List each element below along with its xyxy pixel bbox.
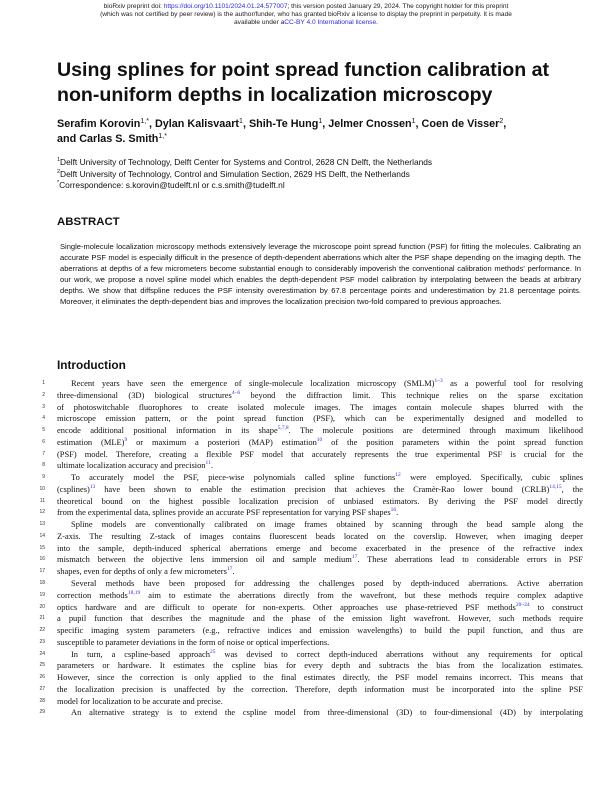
line-number: 10	[39, 485, 45, 492]
affiliation-line	[57, 157, 597, 169]
affiliation-text: Correspondence: s.korovin@tudelft.nl or c.s.smith@tudelft.nl	[59, 180, 285, 190]
text-line	[39, 707, 583, 719]
text-line	[39, 660, 583, 672]
author-affiliation-mark: 1	[318, 118, 323, 125]
line-number: 5	[42, 427, 45, 434]
text-line	[39, 613, 583, 625]
author-affiliation-mark: 1	[411, 118, 416, 125]
line-text: correction methods$^{18,19}$ aim to estimate the aberrations directly from the wavefront, but these methods require complex adaptive	[57, 589, 583, 600]
line-number: 3	[42, 403, 45, 410]
author-name: Serafim Korovin	[57, 118, 141, 130]
line-text: encode additional positional information in its shape$^{5,7,8}$. The molecule positions are determined through maximum likelihood	[57, 425, 584, 436]
banner-line-2: (which was not certified by peer review) is the author/funder, who has granted bioRxiv a license to display the preprint in perpetuity. It is made	[100, 11, 512, 18]
text-line	[42, 401, 583, 414]
text-line	[42, 378, 583, 390]
text-line	[39, 589, 583, 602]
citation-link[interactable]: 18,19	[127, 589, 141, 596]
text-line	[42, 472, 584, 484]
text-line	[39, 483, 584, 496]
abstract-text: Single-molecule localization microscopy methods extensively leverage the microscope point spread function (PSF) for fitting the molecules. Calibrating an accurate PSF model is especially difficult in the presence of depth-dependent aberrations which alter the PSF shape depending on the imaging depth. The aberrations at depths of a few micrometers become substantial enough to considerably impoverish the conventional calibration methods' performance. In our work, we propose a novel spline model which enables the depth-dependent PSF model calibration by interpolating between the beads at arbitrary depths. We show that diffspline reduces the PSF intensity overestimation by 67.8 percentage points and underestimation by 21.8 percentage points. Moreover, it eliminates the depth-dependent bias and improves the localization precision two-fold compared to previous approaches.	[60, 242, 581, 306]
citation-link[interactable]: 25	[209, 648, 216, 655]
line-text: model for localization to be accurate and precise.	[57, 695, 223, 706]
text-line	[42, 460, 583, 472]
author-list: Serafim Korovin$^{1,*}$, Dylan Kalisvaart$^1$, Shih-Te Hung$^1$, Jelmer Cnossen$^1$, Coen de Visser$^2$, and Carlas S. Smith$^{1,*}$	[57, 118, 507, 145]
line-number: 14	[39, 532, 45, 539]
doi-link[interactable]: https://doi.org/10.1101/2024.01.24.577007	[163, 3, 288, 10]
citation-link[interactable]: 16	[390, 507, 397, 514]
line-number: 18	[39, 580, 45, 587]
license-link[interactable]: CC-BY 4.0 International license	[284, 19, 377, 26]
author-affiliation-mark: 1,*	[158, 132, 167, 140]
author-affiliation-mark: 2	[499, 118, 504, 125]
affiliation-text: Delft University of Technology, Delft Center for Systems and Control, 2628 CN Delft, the Netherlands	[60, 157, 433, 167]
line-text: of photoswitchable fluorophores to create isolated molecule images. The images contain molecule shapes blurred with the	[57, 401, 583, 412]
line-number: 1	[42, 380, 45, 386]
line-text: microscope emission pattern, or the point spread function (PSF), which can be experimentally designed and modelled to	[57, 413, 583, 424]
text-line	[39, 683, 583, 696]
line-text: To accurately model the PSF, piece-wise polynomials called spline functions$^{12}$ were employed. Specifically, cubic splines	[71, 472, 584, 483]
line-text: three-dimensional (3D) biological structures$^{4-6}$ beyond the diffraction limit. This technique relies on the sparse excitation	[57, 389, 583, 400]
author-affiliation-mark: 1	[239, 118, 243, 125]
citation-link[interactable]: 14,15	[549, 483, 562, 490]
citation-link[interactable]: 17	[351, 554, 358, 561]
line-number: 23	[39, 638, 45, 645]
line-text: theoretical bound on the highest possible localization precision of unbiased estimators. By deriving the PSF model directly	[57, 495, 583, 506]
line-text: (PSF) model. Therefore, creating a flexible PSF model that accurately represents the true experimental PSF is crucial for the	[57, 448, 583, 459]
banner-line-3: available under aCC-BY 4.0 International license.	[234, 19, 378, 26]
introduction-heading: Introduction	[57, 358, 126, 372]
line-text: into the sample, depth-induced spherical aberrations emerge and become exacerbated in the presence of the refractive index	[57, 542, 583, 553]
line-text: mismatch between the objective lens immersion oil and sample medium$^{17}$. These aberrations lead to considerable errors in PSF	[57, 554, 583, 565]
text-line	[39, 530, 583, 543]
line-text: from the experimental data, splines provide an accurate PSF representation for varying PSF shapes$^{16}$.	[57, 507, 399, 518]
line-text: specific imaging system parameters (e.g., refractive indices and emission wavelengths) to build the pupil function, and thus are	[57, 625, 583, 636]
line-text: a pupil function that describes the magnitude and the phase of the emission light wavefront. However, such methods require	[57, 613, 583, 624]
citation-link[interactable]: 10	[316, 436, 323, 443]
line-number: 21	[39, 615, 45, 622]
line-number: 15	[39, 544, 45, 551]
line-number: 8	[42, 462, 45, 469]
line-text: In turn, a cspline-based approach$^{25}$ was devised to correct depth-induced aberrations without any requirements for optical	[71, 648, 583, 659]
line-text: shapes, even for depths of only a few micrometers$^{17}$.	[57, 566, 235, 577]
banner-line-1: bioRxiv preprint doi: https://doi.org/10.1101/2024.01.24.577007; this version posted January 29, 2024. The copyright holder for this preprint	[103, 3, 509, 10]
text-line	[39, 542, 583, 555]
line-number: 28	[39, 697, 45, 704]
affiliation-text: Delft University of Technology, Control and Simulation Section, 2629 HS Delft, the Netherlands	[60, 168, 410, 179]
line-number: 19	[39, 591, 45, 598]
text-line	[42, 448, 583, 461]
citation-link[interactable]: 1–3	[434, 378, 443, 384]
affiliation-mark: 2	[57, 168, 61, 175]
affiliation-line	[57, 169, 597, 181]
author-name: Jelmer Cnossen	[328, 118, 412, 130]
line-text: An alternative strategy is to extend the cspline model from three-dimensional (3D) to four-dimensional (4D) by interpolating	[71, 707, 583, 718]
text-line	[39, 554, 583, 566]
line-number: 24	[39, 650, 45, 657]
line-number: 16	[39, 556, 45, 563]
text-line	[39, 695, 583, 708]
line-number: 6	[42, 438, 45, 445]
text-line	[39, 636, 583, 649]
line-text: susceptible to parameter deviations in the form of noise or optical imperfections.	[57, 636, 330, 647]
citation-link[interactable]: 20–24	[515, 601, 530, 608]
line-text: ultimate localization accuracy and precision$^{11}$.	[57, 460, 213, 471]
line-text: Several methods have been proposed for addressing the challenges posed by depth-induced aberrations. Active aberration	[71, 578, 583, 589]
line-number: 2	[42, 391, 45, 398]
affiliations	[57, 157, 597, 192]
line-text: Recent years have seen the emergence of single-molecule localization microscopy (SMLM)$^{1-3}$ as a powerful tool for resolving	[71, 378, 583, 388]
line-number: 25	[39, 662, 45, 669]
line-text: Spline models are conventionally calibrated on image frames obtained by scanning through the bead sample along the	[71, 519, 583, 530]
line-number: 26	[39, 674, 45, 681]
text-line	[39, 507, 583, 519]
text-line	[39, 648, 583, 661]
line-number: 22	[39, 627, 45, 634]
text-line	[42, 436, 583, 449]
text-line	[42, 413, 583, 425]
paper-title: Using splines for point spread function calibration at non-uniform depths in localization microscopy	[57, 59, 550, 106]
line-text: (csplines)$^{13}$ have been shown to enable the estimation precision that achieves the Cramèr-Rao lower bound (CRLB)$^{14,15}$, the	[57, 483, 584, 494]
line-number: 7	[42, 450, 45, 457]
line-text: Z-axis. The resulting Z-stack of images contains fluorescent beads located on the coverslip. However, when imaging deeper	[57, 530, 583, 541]
affiliation-mark: *	[57, 180, 60, 186]
text-line	[39, 672, 583, 684]
line-text: optics hardware and are difficult to operate for non-experts. Other approaches use phase-retrieved PSF methods$^{20-24}$ to construct	[57, 601, 583, 612]
text-line	[39, 519, 583, 531]
line-number: 27	[39, 685, 45, 692]
author-name: and Carlas S. Smith	[57, 132, 159, 145]
text-line	[39, 578, 583, 590]
citation-link[interactable]: 5,7,8	[277, 425, 289, 432]
preprint-banner	[20, 3, 592, 27]
line-number: 13	[39, 521, 45, 528]
line-text: estimation (MLE)$^9$ or maximum a posteriori (MAP) estimation$^{10}$ of the position parameters within the point spread function	[57, 436, 583, 447]
line-number: 4	[42, 415, 45, 422]
line-text: However, since the correction is only applied to the final estimates directly, the PSF model remains incorrect. This means that	[57, 672, 583, 683]
citation-link[interactable]: 12	[395, 472, 401, 479]
text-line	[39, 566, 583, 578]
author-name: Dylan Kalisvaart	[155, 118, 240, 130]
line-number: 12	[39, 509, 45, 516]
affiliation-line	[57, 180, 597, 192]
citation-link[interactable]: 17	[226, 566, 233, 573]
line-text: the localization precision is unaffected by the correction. Therefore, depth information must be incorporated into the spline PSF	[57, 683, 583, 694]
line-number: 17	[39, 568, 45, 575]
line-number: 20	[39, 603, 45, 610]
line-number: 11	[39, 497, 45, 504]
text-line	[42, 425, 584, 437]
citation-link[interactable]: 11	[205, 460, 211, 467]
text-line	[39, 625, 583, 637]
text-line	[42, 389, 583, 402]
citation-link[interactable]: 13	[89, 483, 96, 490]
author-affiliation-mark: 1,*	[140, 118, 149, 125]
introduction-body	[39, 378, 584, 719]
citation-link[interactable]: 9	[124, 436, 128, 443]
citation-link[interactable]: 4–6	[231, 389, 241, 396]
text-line	[39, 601, 583, 614]
author-name: Coen de Visser	[421, 118, 500, 130]
line-number: 9	[42, 474, 45, 481]
line-number: 29	[39, 709, 45, 716]
affiliation-mark: 1	[57, 157, 61, 163]
text-line	[39, 495, 583, 508]
author-name: Shih-Te Hung	[248, 118, 319, 130]
abstract-heading: ABSTRACT	[57, 216, 120, 228]
line-text: parameters or hardware. It estimates the cspline bias for every depth and subtracts the bias from the localization estimates.	[57, 660, 583, 671]
